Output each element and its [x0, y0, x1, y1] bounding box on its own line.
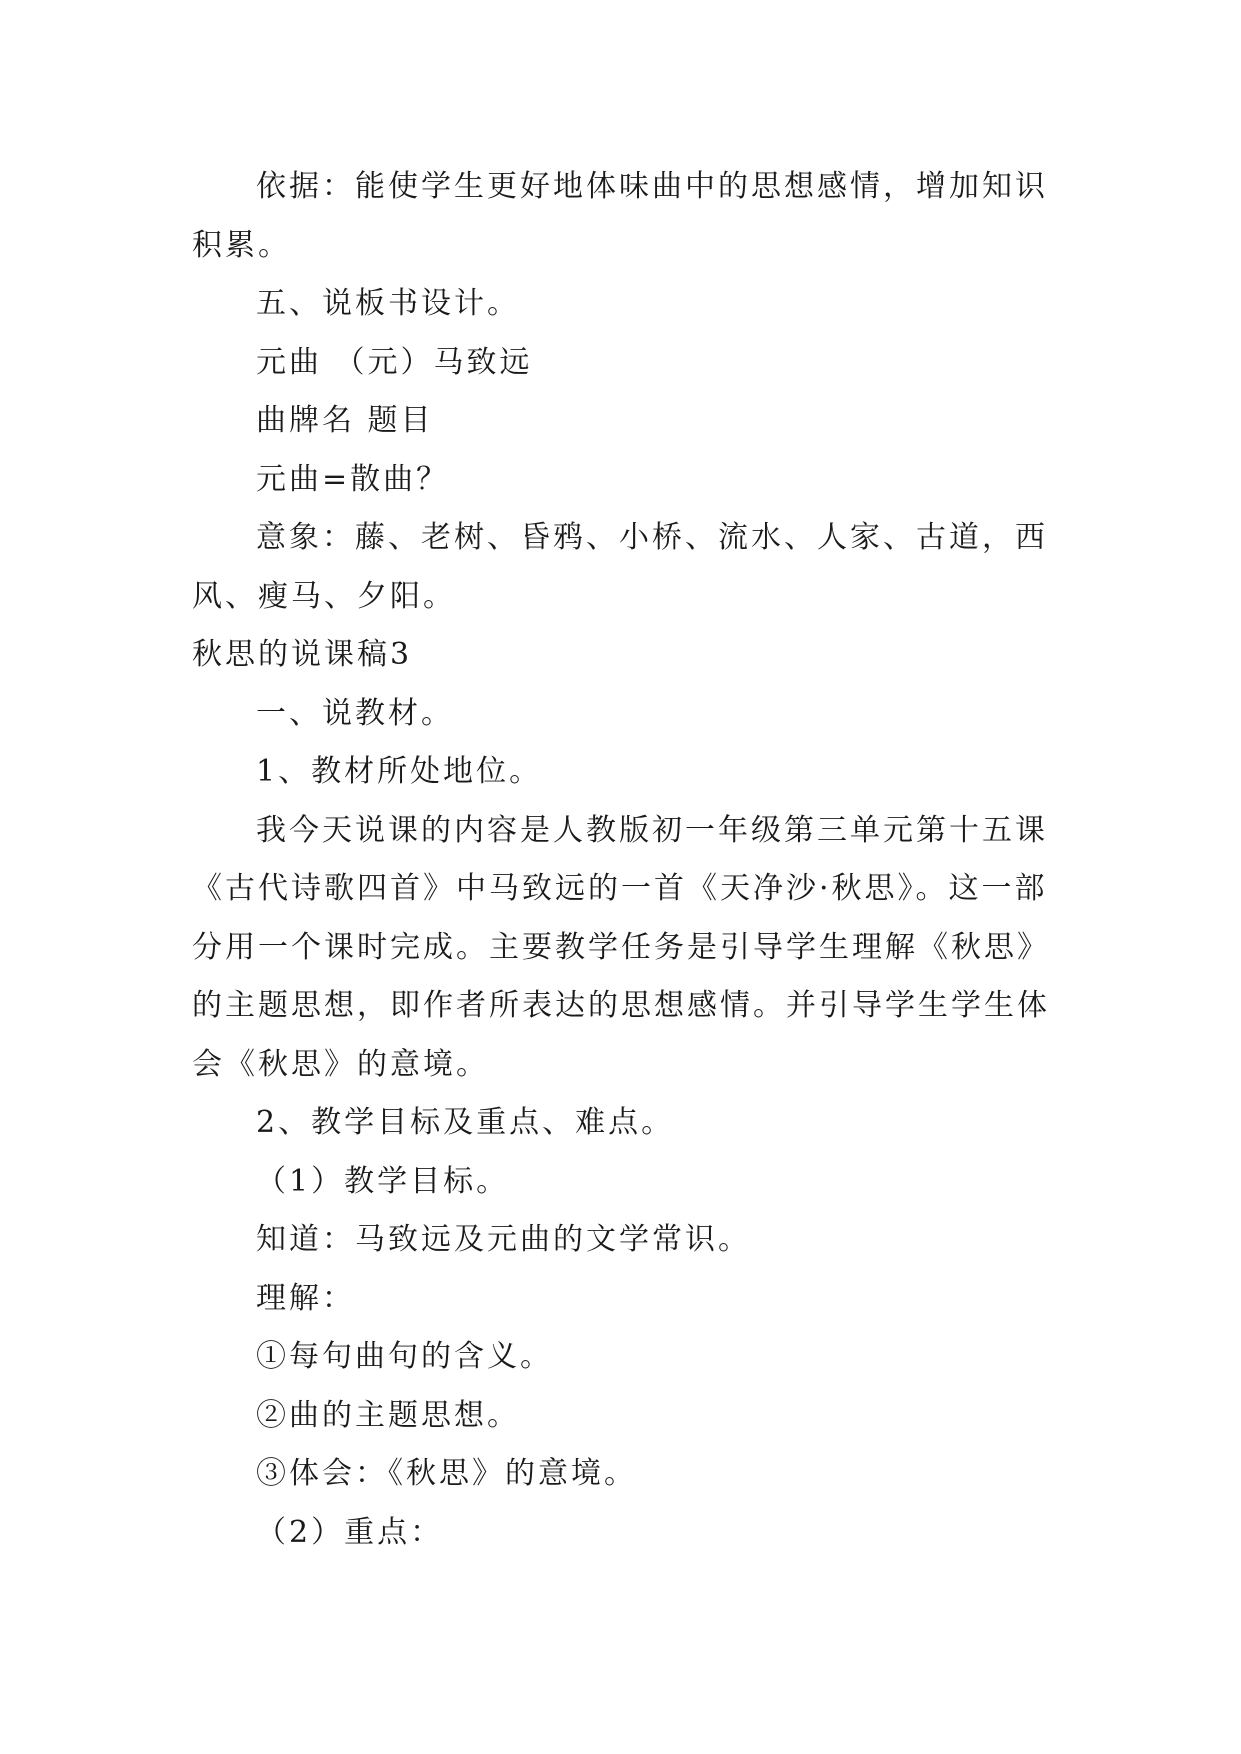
goal-item-2: ②曲的主题思想。: [256, 1397, 520, 1433]
section-title: 秋思的说课稿3: [192, 637, 413, 672]
board-line-title-author: 元曲 （元）马致远: [256, 344, 533, 380]
paragraph-imagery: 意象：藤、老树、昏鸦、小桥、流水、人家、古道，西风、瘦马、夕阳。: [192, 520, 1048, 614]
goal-item-3: ③体会：《秋思》的意境。: [256, 1456, 637, 1491]
subheading-keypoints: （2）重点：: [256, 1514, 444, 1550]
board-line-tune-title: 曲牌名 题目: [256, 403, 434, 438]
heading-teaching-material: 一、说教材。: [256, 695, 454, 731]
document-body: [192, 158, 1052, 1562]
subheading-material-position: 1、教材所处地位。: [256, 754, 543, 789]
paragraph-basis: 依据：能使学生更好地体味曲中的思想感情，增加知识积累。: [192, 169, 1048, 263]
paragraph-lesson-content: 我今天说课的内容是人教版初一年级第三单元第十五课《古代诗歌四首》中马致远的一首《天净沙·秋思》。这一部分用一个课时完成。主要教学任务是引导学生理解《秋思》的主题思想，即作者所表达的思想感情。并引导学生学生体会《秋思》的意境。: [192, 812, 1050, 1082]
board-line-yuanqu: 元曲=散曲？: [256, 461, 450, 497]
subheading-goals-keypoints: 2、教学目标及重点、难点。: [256, 1105, 675, 1140]
heading-board-design: 五、说板书设计。: [256, 286, 520, 321]
goal-understand: 理解：: [256, 1280, 355, 1316]
subheading-teaching-goals: （1）教学目标。: [256, 1163, 510, 1199]
goal-know: 知道：马致远及元曲的文学常识。: [256, 1222, 751, 1257]
goal-item-1: ①每句曲句的含义。: [256, 1339, 553, 1374]
